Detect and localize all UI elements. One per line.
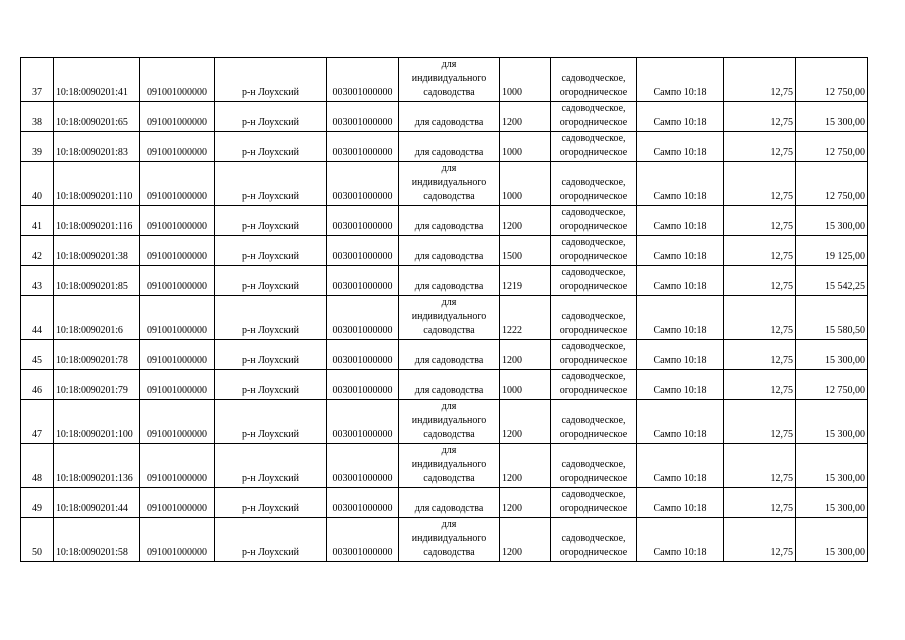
table-row: [21, 370, 868, 400]
area: 1000: [500, 370, 551, 400]
table-row: [21, 400, 868, 444]
district: р-н Лоухский: [215, 236, 327, 266]
permitted-use-line: для садоводства: [414, 503, 484, 514]
permitted-use: [399, 488, 500, 518]
permitted-use-line: для: [441, 297, 457, 308]
cadastral-value: 12 750,00: [796, 132, 868, 162]
table-row: [21, 236, 868, 266]
land-category-line: огородническое: [559, 547, 628, 558]
permitted-use: [399, 132, 500, 162]
okato-code: 091001000000: [140, 102, 215, 132]
row-number: 45: [21, 340, 54, 370]
unit-price: 12,75: [724, 340, 796, 370]
permitted-use: [399, 266, 500, 296]
district: р-н Лоухский: [215, 340, 327, 370]
okato-code: 091001000000: [140, 400, 215, 444]
oktmo-code: 003001000000: [327, 162, 399, 206]
area: 1219: [500, 266, 551, 296]
land-category-line: огородническое: [559, 221, 628, 232]
land-category-line: садоводческое,: [561, 341, 626, 352]
cadastral-value: 15 300,00: [796, 340, 868, 370]
cadastral-number: 10:18:0090201:58: [54, 518, 140, 562]
permitted-use-line: садоводства: [423, 547, 475, 558]
oktmo-code: 003001000000: [327, 400, 399, 444]
land-category: [551, 162, 637, 206]
land-category-line: огородническое: [559, 191, 628, 202]
cadastral-value: 15 300,00: [796, 518, 868, 562]
cadastral-number: 10:18:0090201:44: [54, 488, 140, 518]
unit-price: 12,75: [724, 102, 796, 132]
cadastral-number: 10:18:0090201:6: [54, 296, 140, 340]
cadastral-value: 15 580,50: [796, 296, 868, 340]
land-category-line: огородническое: [559, 355, 628, 366]
land-category-line: садоводческое,: [561, 133, 626, 144]
cadastral-number: 10:18:0090201:83: [54, 132, 140, 162]
land-category-line: садоводческое,: [561, 371, 626, 382]
land-category-line: огородническое: [559, 147, 628, 158]
oktmo-code: 003001000000: [327, 296, 399, 340]
permitted-use-line: для садоводства: [414, 355, 484, 366]
okato-code: 091001000000: [140, 266, 215, 296]
permitted-use-line: садоводства: [423, 87, 475, 98]
land-category-line: огородническое: [559, 385, 628, 396]
cadastral-number: 10:18:0090201:41: [54, 58, 140, 102]
district: р-н Лоухский: [215, 58, 327, 102]
cadastral-number: 10:18:0090201:38: [54, 236, 140, 266]
unit-price: 12,75: [724, 488, 796, 518]
valuation-zone: Сампо 10:18: [637, 444, 724, 488]
oktmo-code: 003001000000: [327, 340, 399, 370]
permitted-use-line: садоводства: [423, 325, 475, 336]
permitted-use-line: индивидуального: [411, 311, 487, 322]
area: 1200: [500, 206, 551, 236]
land-category-line: садоводческое,: [561, 237, 626, 248]
unit-price: 12,75: [724, 58, 796, 102]
permitted-use-line: индивидуального: [411, 533, 487, 544]
table-row: [21, 102, 868, 132]
okato-code: 091001000000: [140, 444, 215, 488]
area: 1000: [500, 162, 551, 206]
district: р-н Лоухский: [215, 518, 327, 562]
okato-code: 091001000000: [140, 162, 215, 206]
land-category: [551, 444, 637, 488]
table-row: [21, 518, 868, 562]
table-row: [21, 132, 868, 162]
oktmo-code: 003001000000: [327, 206, 399, 236]
permitted-use-line: для садоводства: [414, 251, 484, 262]
area: 1200: [500, 444, 551, 488]
land-category-line: садоводческое,: [561, 459, 626, 470]
oktmo-code: 003001000000: [327, 444, 399, 488]
land-category: [551, 132, 637, 162]
permitted-use-line: садоводства: [423, 191, 475, 202]
district: р-н Лоухский: [215, 266, 327, 296]
land-parcels-table: [20, 57, 868, 562]
unit-price: 12,75: [724, 266, 796, 296]
land-category: [551, 236, 637, 266]
unit-price: 12,75: [724, 400, 796, 444]
table-body: [21, 58, 868, 562]
okato-code: 091001000000: [140, 370, 215, 400]
okato-code: 091001000000: [140, 132, 215, 162]
permitted-use: [399, 236, 500, 266]
permitted-use-line: для садоводства: [414, 117, 484, 128]
area: 1222: [500, 296, 551, 340]
oktmo-code: 003001000000: [327, 58, 399, 102]
land-category-line: садоводческое,: [561, 267, 626, 278]
area: 1200: [500, 488, 551, 518]
permitted-use-line: для: [441, 163, 457, 174]
table-row: [21, 58, 868, 102]
row-number: 42: [21, 236, 54, 266]
district: р-н Лоухский: [215, 370, 327, 400]
permitted-use-line: для: [441, 519, 457, 530]
row-number: 39: [21, 132, 54, 162]
cadastral-number: 10:18:0090201:110: [54, 162, 140, 206]
unit-price: 12,75: [724, 444, 796, 488]
unit-price: 12,75: [724, 132, 796, 162]
permitted-use-line: для садоводства: [414, 147, 484, 158]
row-number: 43: [21, 266, 54, 296]
unit-price: 12,75: [724, 236, 796, 266]
land-category-line: огородническое: [559, 473, 628, 484]
land-category-line: садоводческое,: [561, 533, 626, 544]
permitted-use-line: для садоводства: [414, 221, 484, 232]
okato-code: 091001000000: [140, 58, 215, 102]
area: 1200: [500, 102, 551, 132]
permitted-use-line: для: [441, 59, 457, 70]
land-category-line: садоводческое,: [561, 489, 626, 500]
valuation-zone: Сампо 10:18: [637, 296, 724, 340]
oktmo-code: 003001000000: [327, 236, 399, 266]
permitted-use: [399, 162, 500, 206]
valuation-zone: Сампо 10:18: [637, 340, 724, 370]
cadastral-value: 19 125,00: [796, 236, 868, 266]
permitted-use: [399, 102, 500, 132]
valuation-zone: Сампо 10:18: [637, 206, 724, 236]
cadastral-number: 10:18:0090201:85: [54, 266, 140, 296]
district: р-н Лоухский: [215, 296, 327, 340]
cadastral-number: 10:18:0090201:116: [54, 206, 140, 236]
permitted-use-line: индивидуального: [411, 415, 487, 426]
cadastral-value: 15 300,00: [796, 488, 868, 518]
cadastral-value: 15 300,00: [796, 206, 868, 236]
valuation-zone: Сампо 10:18: [637, 102, 724, 132]
oktmo-code: 003001000000: [327, 370, 399, 400]
okato-code: 091001000000: [140, 236, 215, 266]
permitted-use-line: индивидуального: [411, 177, 487, 188]
district: р-н Лоухский: [215, 444, 327, 488]
table-row: [21, 340, 868, 370]
row-number: 41: [21, 206, 54, 236]
oktmo-code: 003001000000: [327, 518, 399, 562]
land-category-line: садоводческое,: [561, 311, 626, 322]
permitted-use: [399, 206, 500, 236]
cadastral-number: 10:18:0090201:136: [54, 444, 140, 488]
row-number: 47: [21, 400, 54, 444]
district: р-н Лоухский: [215, 102, 327, 132]
permitted-use: [399, 400, 500, 444]
row-number: 37: [21, 58, 54, 102]
district: р-н Лоухский: [215, 132, 327, 162]
area: 1200: [500, 518, 551, 562]
land-category-line: огородническое: [559, 87, 628, 98]
land-category-line: огородническое: [559, 281, 628, 292]
valuation-zone: Сампо 10:18: [637, 488, 724, 518]
valuation-zone: Сампо 10:18: [637, 518, 724, 562]
row-number: 40: [21, 162, 54, 206]
land-category-line: садоводческое,: [561, 73, 626, 84]
table-row: [21, 266, 868, 296]
row-number: 38: [21, 102, 54, 132]
district: р-н Лоухский: [215, 488, 327, 518]
land-category: [551, 266, 637, 296]
unit-price: 12,75: [724, 296, 796, 340]
land-category-line: огородническое: [559, 251, 628, 262]
land-category: [551, 296, 637, 340]
okato-code: 091001000000: [140, 206, 215, 236]
row-number: 44: [21, 296, 54, 340]
row-number: 49: [21, 488, 54, 518]
permitted-use: [399, 370, 500, 400]
okato-code: 091001000000: [140, 296, 215, 340]
oktmo-code: 003001000000: [327, 266, 399, 296]
oktmo-code: 003001000000: [327, 132, 399, 162]
permitted-use: [399, 518, 500, 562]
area: 1200: [500, 340, 551, 370]
land-category: [551, 370, 637, 400]
row-number: 48: [21, 444, 54, 488]
permitted-use-line: садоводства: [423, 473, 475, 484]
permitted-use: [399, 444, 500, 488]
cadastral-value: 15 300,00: [796, 102, 868, 132]
permitted-use-line: для садоводства: [414, 281, 484, 292]
valuation-zone: Сампо 10:18: [637, 162, 724, 206]
land-category: [551, 400, 637, 444]
land-category-line: садоводческое,: [561, 177, 626, 188]
oktmo-code: 003001000000: [327, 102, 399, 132]
valuation-zone: Сампо 10:18: [637, 266, 724, 296]
land-category: [551, 518, 637, 562]
cadastral-value: 15 300,00: [796, 400, 868, 444]
table-row: [21, 488, 868, 518]
cadastral-value: 15 542,25: [796, 266, 868, 296]
area: 1500: [500, 236, 551, 266]
permitted-use-line: индивидуального: [411, 73, 487, 84]
unit-price: 12,75: [724, 206, 796, 236]
land-category: [551, 206, 637, 236]
permitted-use: [399, 296, 500, 340]
land-category: [551, 102, 637, 132]
table-row: [21, 206, 868, 236]
district: р-н Лоухский: [215, 400, 327, 444]
table-row: [21, 444, 868, 488]
land-category-line: огородническое: [559, 325, 628, 336]
oktmo-code: 003001000000: [327, 488, 399, 518]
permitted-use-line: индивидуального: [411, 459, 487, 470]
land-category-line: огородническое: [559, 117, 628, 128]
cadastral-number: 10:18:0090201:78: [54, 340, 140, 370]
permitted-use-line: для садоводства: [414, 385, 484, 396]
land-category: [551, 340, 637, 370]
cadastral-value: 12 750,00: [796, 162, 868, 206]
row-number: 50: [21, 518, 54, 562]
cadastral-number: 10:18:0090201:100: [54, 400, 140, 444]
permitted-use-line: садоводства: [423, 429, 475, 440]
unit-price: 12,75: [724, 162, 796, 206]
area: 1000: [500, 58, 551, 102]
okato-code: 091001000000: [140, 340, 215, 370]
district: р-н Лоухский: [215, 162, 327, 206]
cadastral-value: 12 750,00: [796, 370, 868, 400]
land-category-line: огородническое: [559, 503, 628, 514]
cadastral-number: 10:18:0090201:65: [54, 102, 140, 132]
land-category-line: садоводческое,: [561, 415, 626, 426]
land-category-line: садоводческое,: [561, 207, 626, 218]
permitted-use-line: для: [441, 445, 457, 456]
permitted-use-line: для: [441, 401, 457, 412]
land-category: [551, 488, 637, 518]
valuation-zone: Сампо 10:18: [637, 400, 724, 444]
valuation-zone: Сампо 10:18: [637, 132, 724, 162]
cadastral-number: 10:18:0090201:79: [54, 370, 140, 400]
valuation-zone: Сампо 10:18: [637, 58, 724, 102]
permitted-use: [399, 58, 500, 102]
valuation-zone: Сампо 10:18: [637, 236, 724, 266]
table-row: [21, 296, 868, 340]
unit-price: 12,75: [724, 370, 796, 400]
land-category: [551, 58, 637, 102]
valuation-zone: Сампо 10:18: [637, 370, 724, 400]
okato-code: 091001000000: [140, 518, 215, 562]
permitted-use: [399, 340, 500, 370]
land-category-line: садоводческое,: [561, 103, 626, 114]
unit-price: 12,75: [724, 518, 796, 562]
okato-code: 091001000000: [140, 488, 215, 518]
table-row: [21, 162, 868, 206]
area: 1200: [500, 400, 551, 444]
cadastral-value: 12 750,00: [796, 58, 868, 102]
area: 1000: [500, 132, 551, 162]
district: р-н Лоухский: [215, 206, 327, 236]
cadastral-value: 15 300,00: [796, 444, 868, 488]
land-category-line: огородническое: [559, 429, 628, 440]
row-number: 46: [21, 370, 54, 400]
